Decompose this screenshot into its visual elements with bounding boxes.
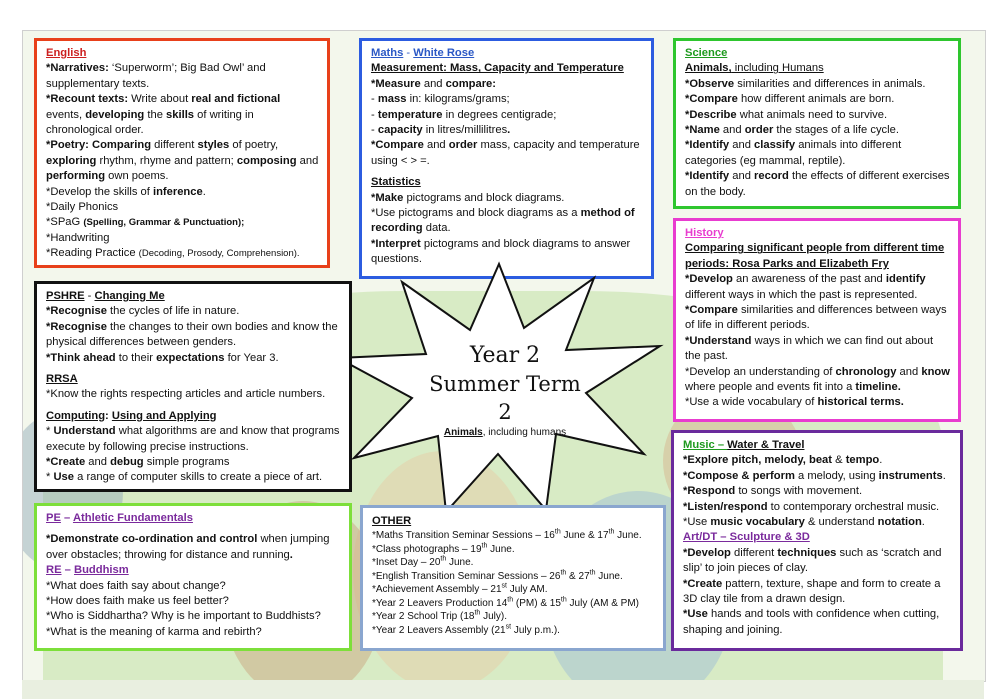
text-run: July AM.: [506, 584, 548, 596]
text-run: and: [729, 170, 755, 183]
maths-heading: Maths: [371, 47, 404, 59]
text-line: [46, 609, 341, 624]
text-line: [46, 424, 341, 455]
other-content: [372, 529, 655, 637]
text-run: and: [729, 139, 755, 152]
text-line: [371, 77, 643, 92]
text-run: what animals need to survive.: [736, 108, 888, 121]
text-run: *Class photographs – 19: [372, 543, 482, 555]
text-run: *Demonstrate co-ordination and control: [46, 533, 258, 546]
text-run: know: [921, 365, 950, 378]
text-line: [372, 529, 655, 543]
text-run: PSHRE: [46, 290, 85, 302]
text-run: composing: [236, 154, 297, 167]
text-run: -: [371, 124, 378, 137]
text-run: *Year 2 Leavers Production 14: [372, 597, 508, 609]
text-run: mass: [377, 93, 407, 106]
text-run: June.: [446, 557, 474, 569]
text-run: *Measure: [371, 77, 421, 90]
text-run: Understand: [53, 425, 116, 438]
text-run: animals into different categories (eg mammal, reptile).: [685, 139, 902, 167]
text-run: :: [105, 409, 112, 422]
text-run: *: [46, 471, 54, 484]
text-run: June & 17: [560, 530, 609, 542]
text-run: .: [289, 548, 293, 561]
english-content: [46, 61, 319, 261]
text-run: *SPaG: [46, 216, 84, 229]
text-run: styles: [197, 139, 230, 152]
pe-re-content: [46, 511, 341, 640]
text-line: [46, 625, 341, 640]
text-run: in degrees centigrade;: [442, 108, 557, 121]
text-run: *Identify: [685, 170, 730, 183]
text-run: the effects of different exercises on the body.: [685, 170, 950, 198]
text-line: [685, 272, 950, 303]
maths-box: [359, 38, 654, 279]
text-run: th: [481, 542, 488, 550]
text-run: *Recognise: [46, 305, 107, 318]
text-run: such as ‘scratch and slip’ to join pieces of clay.: [683, 546, 942, 575]
text-run: similarities and differences in animals.: [734, 77, 926, 90]
text-run: to their: [115, 351, 157, 364]
text-line: [46, 289, 341, 304]
text-line: [371, 191, 643, 206]
other-box: [360, 505, 666, 651]
text-run: pattern, texture, shape and form to create a 3D clay tile from a drawn design.: [683, 577, 941, 606]
text-run: July (AM & PM): [566, 597, 639, 609]
text-run: *Explore pitch, melody, beat: [683, 454, 832, 467]
text-line: [371, 175, 643, 190]
text-run: Athletic Fundamentals: [72, 512, 193, 524]
text-run: June.: [487, 543, 515, 555]
text-run: ‘Superworm’; Big Bad Owl’ and supplementary texts.: [46, 62, 266, 90]
text-run: &: [832, 454, 846, 467]
text-run: order: [448, 139, 478, 152]
text-run: *Recount texts:: [46, 93, 132, 106]
music-art-box: [671, 430, 963, 651]
text-run: *Develop the skills of: [46, 185, 153, 198]
text-line: [685, 241, 950, 272]
text-run: the changes to their own bodies and know the physical differences between genders.: [46, 320, 338, 349]
text-line: [683, 438, 952, 453]
text-run: similarities and differences between ways of life in different periods.: [685, 304, 947, 332]
text-run: *Daily Phonics: [46, 201, 119, 214]
text-run: (Spelling, Grammar & Punctuation);: [83, 217, 245, 229]
text-run: *Use pictograms and block diagrams as a: [371, 207, 581, 220]
center-term: Summer Term 2: [429, 372, 581, 424]
text-line: [372, 583, 655, 597]
text-run: Comparing significant people from different time periods: Rosa Parks and Elizabeth Fry: [685, 242, 945, 270]
text-run: the: [144, 108, 167, 121]
text-line: [685, 334, 950, 365]
text-run: *Create: [46, 456, 86, 469]
text-run: skills: [166, 108, 195, 121]
text-run: th: [440, 556, 447, 564]
text-run: *Identify: [685, 139, 730, 152]
text-run: and: [296, 154, 319, 167]
text-run: inference: [152, 185, 203, 198]
text-run: *Develop: [683, 546, 731, 559]
text-run: *Narratives:: [46, 62, 112, 75]
text-run: data.: [422, 222, 451, 235]
text-line: [46, 372, 341, 387]
text-run: *Name: [685, 124, 720, 137]
text-line: [46, 470, 341, 485]
text-run: Music –: [683, 439, 728, 451]
text-run: *Interpret: [371, 237, 421, 250]
text-run: –: [60, 512, 73, 524]
center-year: Year 2: [469, 343, 541, 368]
text-run: PE: [46, 512, 61, 524]
pshre-content: [46, 289, 341, 486]
text-run: *Describe: [685, 108, 737, 121]
text-line: [46, 563, 341, 578]
text-line: [46, 351, 341, 366]
text-run: to songs with movement.: [735, 485, 863, 498]
history-box: [673, 218, 961, 422]
text-run: *Achievement Assembly – 21: [372, 584, 502, 596]
text-run: different: [151, 139, 198, 152]
text-run: exploring: [46, 154, 97, 167]
text-line: [371, 108, 643, 123]
text-line: [46, 200, 319, 215]
text-run: pictograms and block diagrams.: [403, 191, 565, 204]
text-line: [685, 395, 950, 410]
text-run: .: [202, 185, 206, 198]
text-run: Changing Me: [94, 290, 165, 302]
text-run: *Compare: [371, 139, 424, 152]
text-run: temperature: [377, 108, 443, 121]
text-run: *Recognise: [46, 320, 107, 333]
text-run: Buddhism: [74, 564, 129, 577]
text-run: including Humans: [731, 62, 824, 75]
text-run: *Compose & perform: [683, 469, 795, 482]
text-run: *Know the rights respecting articles and article numbers.: [46, 388, 326, 401]
text-run: different ways in which the past is represented.: [685, 288, 918, 301]
text-run: how different animals are born.: [737, 93, 895, 106]
text-run: the cycles of life in nature.: [106, 305, 240, 318]
text-line: [372, 624, 655, 638]
text-run: and: [420, 77, 446, 90]
music-art-content: [683, 438, 952, 638]
text-run: rhythm, rhyme and pattern;: [96, 154, 237, 167]
text-line: [46, 409, 341, 424]
text-run: mass, capacity and temperature using < > =.: [371, 139, 640, 167]
text-run: -: [371, 108, 378, 121]
text-run: expectations: [156, 351, 225, 364]
text-run: (Decoding, Prosody, Comprehension).: [138, 248, 300, 260]
text-run: *What does faith say about change?: [46, 579, 226, 592]
text-run: of writing in chronological order.: [46, 108, 254, 137]
maths-heading-sep: -: [403, 47, 414, 59]
text-run: hands and tools with confidence when cutting, shaping and joining.: [683, 608, 940, 636]
text-run: *: [46, 425, 54, 438]
text-line: [46, 231, 319, 246]
text-run: events,: [46, 108, 86, 121]
text-run: *Develop an understanding of: [685, 365, 836, 378]
text-run: in: kilograms/grams;: [406, 93, 510, 106]
text-run: chronology: [835, 365, 897, 378]
text-run: th: [589, 569, 596, 577]
text-run: Water & Travel: [727, 439, 805, 451]
text-line: [372, 556, 655, 570]
text-line: [683, 469, 952, 484]
text-line: [685, 92, 950, 107]
text-line: [683, 530, 952, 545]
text-run: *Use a wide vocabulary of: [685, 396, 818, 409]
text-run: capacity: [377, 124, 423, 137]
text-run: a melody, using: [794, 469, 879, 482]
text-line: [683, 607, 952, 638]
text-run: st: [501, 583, 507, 591]
text-run: in litres/millilitres: [422, 124, 508, 137]
text-run: Statistics: [371, 176, 421, 189]
english-box: [34, 38, 330, 268]
text-line: [372, 570, 655, 584]
text-line: [371, 138, 643, 169]
text-run: techniques: [777, 546, 837, 559]
text-run: the stages of a life cycle.: [773, 124, 899, 137]
text-line: [685, 303, 950, 334]
text-run: Measurement: Mass, Capacity and Temperature: [371, 62, 624, 75]
text-run: *Inset Day – 20: [372, 557, 441, 569]
text-run: *English Transition Seminar Sessions – 26: [372, 570, 561, 582]
text-run: *Maths Transition Seminar Sessions – 16: [372, 530, 555, 542]
text-run: -: [84, 290, 95, 302]
text-run: th: [608, 529, 615, 537]
text-line: [372, 597, 655, 611]
text-run: .: [942, 469, 946, 482]
science-heading: Science: [685, 47, 728, 59]
text-run: music vocabulary: [710, 516, 805, 529]
text-run: (PM) & 15: [513, 597, 561, 609]
text-line: [46, 215, 319, 230]
text-run: th: [560, 596, 567, 604]
text-run: and: [423, 139, 449, 152]
pe-re-box: [34, 503, 352, 651]
text-run: *Create: [683, 577, 723, 590]
center-title-block: [420, 342, 590, 440]
text-run: classify: [754, 139, 796, 152]
text-line: [46, 246, 319, 261]
text-run: *Respond: [683, 485, 736, 498]
science-box: [673, 38, 961, 209]
science-content: [685, 61, 950, 200]
text-run: *How does faith make us feel better?: [46, 595, 229, 608]
text-line: [683, 484, 952, 499]
text-run: RRSA: [46, 373, 78, 386]
text-run: th: [474, 610, 481, 618]
text-line: [371, 92, 643, 107]
text-run: timeline.: [855, 381, 901, 394]
text-line: [371, 206, 643, 237]
text-run: debug: [110, 456, 144, 469]
text-run: different: [730, 546, 778, 559]
text-line: [685, 108, 950, 123]
text-line: [685, 123, 950, 138]
text-line: [46, 138, 319, 184]
text-run: where people and events fit into a: [685, 381, 856, 394]
text-run: historical terms.: [817, 396, 904, 409]
text-run: Art/DT – Sculpture & 3D: [683, 531, 810, 544]
text-run: what algorithms are and know that programs execute by following precise instructions.: [46, 425, 340, 453]
text-run: compare:: [445, 77, 497, 90]
text-line: [372, 610, 655, 624]
text-run: .: [879, 454, 883, 467]
text-run: June.: [614, 530, 642, 542]
text-run: *Year 2 School Trip (18: [372, 611, 475, 623]
text-run: notation: [877, 516, 922, 529]
text-line: [683, 577, 952, 608]
text-line: [683, 500, 952, 515]
text-run: th: [554, 529, 561, 537]
text-run: for Year 3.: [224, 351, 279, 364]
text-line: [685, 169, 950, 200]
text-run: Computing: [46, 409, 106, 422]
text-run: *Observe: [685, 77, 735, 90]
other-heading: OTHER: [372, 515, 412, 527]
text-run: identify: [885, 273, 926, 286]
text-run: *Make: [371, 191, 404, 204]
text-run: *Understand: [685, 334, 752, 347]
maths-heading-white-rose: White Rose: [413, 47, 475, 59]
text-run: an awareness of the past and: [732, 273, 886, 286]
text-run: order: [744, 124, 774, 137]
text-run: th: [507, 596, 514, 604]
text-run: *Use: [683, 516, 711, 529]
text-run: *Compare: [685, 93, 738, 106]
english-heading: English: [46, 47, 87, 59]
text-line: [683, 546, 952, 577]
text-run: *Who is Siddhartha? Why is he important to Buddhists?: [46, 610, 321, 623]
text-line: [683, 515, 952, 530]
text-run: *Listen/respond: [683, 500, 768, 513]
text-line: [685, 77, 950, 92]
text-run: Animals,: [685, 62, 732, 75]
text-run: to contemporary orchestral music.: [767, 500, 940, 513]
text-line: [46, 511, 341, 526]
text-line: [46, 304, 341, 319]
text-line: [683, 453, 952, 468]
text-run: *Poetry: Comparing: [46, 139, 152, 152]
text-run: *Reading Practice: [46, 247, 139, 260]
text-run: th: [560, 569, 567, 577]
text-run: own poems.: [105, 170, 169, 183]
text-run: and: [896, 365, 922, 378]
text-line: [46, 387, 341, 402]
history-content: [685, 241, 950, 410]
background-footer: [22, 680, 984, 699]
text-line: [46, 320, 341, 351]
text-line: [46, 455, 341, 470]
text-run: June.: [595, 570, 623, 582]
text-run: ways in which we can find out about the past.: [685, 334, 934, 363]
text-line: [685, 61, 950, 76]
text-run: simple programs: [143, 456, 230, 469]
text-run: developing: [85, 108, 145, 121]
text-run: method of recording: [371, 207, 635, 235]
text-run: *Handwriting: [46, 231, 110, 244]
text-line: [372, 543, 655, 557]
text-run: st: [505, 623, 512, 631]
text-run: tempo: [845, 454, 880, 467]
text-line: [371, 61, 643, 76]
text-line: [685, 365, 950, 396]
text-run: July p.m.).: [511, 624, 560, 636]
text-run: *Use: [683, 608, 708, 621]
text-run: pictograms and block diagrams to answer questions.: [371, 237, 631, 266]
text-run: & understand: [804, 516, 878, 529]
maths-content: [371, 61, 643, 267]
text-run: record: [754, 170, 789, 183]
text-run: .: [921, 516, 925, 529]
text-run: real and fictional: [191, 93, 281, 106]
history-heading: History: [685, 227, 724, 239]
center-topic-rest: , including humans: [482, 427, 567, 438]
text-run: Using and Applying: [111, 409, 217, 422]
text-line: [46, 61, 319, 92]
text-run: .: [507, 124, 511, 137]
text-run: *Year 2 Leavers Assembly (21: [372, 624, 506, 636]
text-run: & 27: [566, 570, 590, 582]
text-run: of poetry,: [229, 139, 279, 152]
text-run: RE: [46, 564, 62, 577]
text-run: when jumping over obstacles; throwing for distance and running: [46, 533, 330, 561]
text-run: Use: [53, 471, 74, 484]
text-line: [46, 92, 319, 138]
center-topic-bold: Animals: [443, 427, 483, 438]
text-run: July).: [480, 611, 507, 623]
text-line: [371, 123, 643, 138]
text-run: and: [85, 456, 111, 469]
center-topic: [420, 426, 590, 440]
text-line: [46, 579, 341, 594]
text-run: a range of computer skills to create a piece of art.: [74, 471, 323, 484]
text-run: performing: [46, 170, 106, 183]
text-run: and: [719, 124, 745, 137]
text-run: instruments: [878, 469, 943, 482]
pshre-box: [34, 281, 352, 492]
text-line: [685, 138, 950, 169]
text-line: [46, 594, 341, 609]
text-line: [46, 532, 341, 563]
text-line: [46, 185, 319, 200]
text-run: *Compare: [685, 304, 738, 317]
text-run: -: [371, 93, 378, 106]
text-run: Write about: [131, 93, 192, 106]
text-run: *Develop: [685, 273, 733, 286]
text-run: *Think ahead: [46, 351, 116, 364]
text-run: *What is the meaning of karma and rebirth?: [46, 625, 262, 638]
text-run: –: [61, 564, 74, 577]
